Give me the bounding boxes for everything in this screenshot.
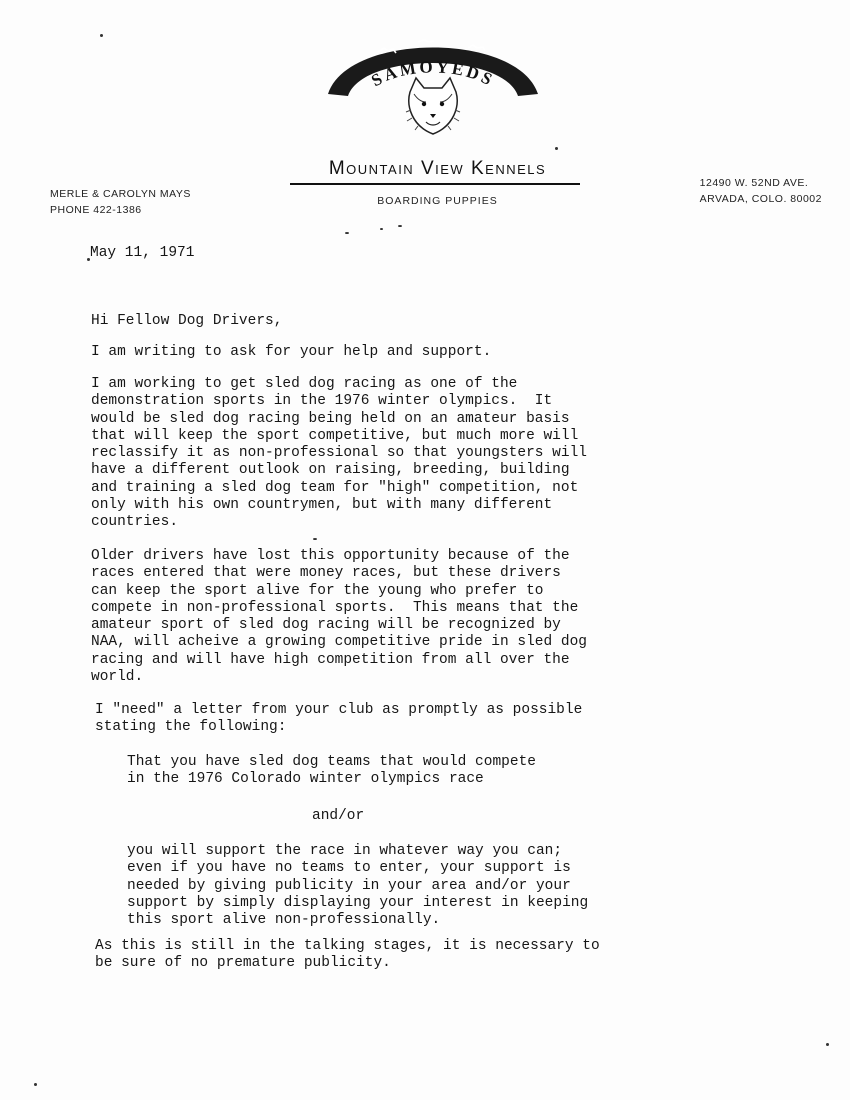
svg-text:SAMOYEDS bbox=[368, 57, 498, 90]
request-item-teams: That you have sled dog teams that would compete in the 1976 Colorado winter olympics race bbox=[127, 754, 536, 788]
logo-text bbox=[318, 22, 548, 152]
paragraph-intro: I am writing to ask for your help and support. bbox=[91, 344, 492, 360]
paragraph-proposal: I am working to get sled dog racing as one of the demonstration sports in the 1976 winter olympics. It would be sled dog racing being held on an amateur basis that will keep the sport competitive, but much more will reclassify it as non-professional so that youngsters will have a different outlook on raising, breeding, building and training a sled dog team for "high" competition, not only with his own countrymen, but with many different countries. bbox=[91, 376, 587, 531]
scan-speck bbox=[380, 228, 383, 230]
scan-speck bbox=[555, 147, 558, 150]
letter-greeting: Hi Fellow Dog Drivers, bbox=[91, 313, 283, 329]
address-street: 12490 W. 52ND AVE. bbox=[699, 177, 809, 189]
scan-speck bbox=[398, 225, 402, 227]
address-block bbox=[700, 175, 822, 207]
scan-speck bbox=[313, 538, 317, 540]
owners-block bbox=[50, 186, 191, 218]
scan-speck bbox=[345, 232, 349, 234]
kennel-name: Mountain View Kennels bbox=[328, 158, 547, 179]
letter-date: May 11, 1971 bbox=[90, 245, 195, 261]
kennel-underline bbox=[290, 183, 580, 185]
scan-speck bbox=[34, 1083, 37, 1086]
request-connector: and/or bbox=[312, 808, 365, 824]
paragraph-request: I "need" a letter from your club as promptly as possible stating the following: bbox=[95, 702, 583, 736]
address-city: ARVADA, COLO. 80002 bbox=[699, 193, 822, 205]
scan-speck bbox=[100, 34, 103, 37]
request-item-support: you will support the race in whatever way you can; even if you have no teams to enter, your support is needed by giving publicity in your area and/or your support by simply displaying your interest in keeping this sport alive non-professionally. bbox=[127, 843, 589, 929]
scan-speck bbox=[87, 258, 90, 261]
kennel-services: BOARDING PUPPIES bbox=[377, 195, 498, 207]
owners-phone: PHONE 422-1386 bbox=[50, 204, 142, 216]
scan-speck bbox=[826, 1043, 829, 1046]
paragraph-closing: As this is still in the talking stages, it is necessary to be sure of no premature publicity. bbox=[95, 938, 600, 972]
logo-wordmark: SAMOYEDS bbox=[368, 57, 498, 91]
owners-name: MERLE & CAROLYN MAYS bbox=[50, 188, 191, 200]
paragraph-older-drivers: Older drivers have lost this opportunity because of the races entered that were money races, but these drivers can keep the sport alive for the young who prefer to compete in non-professional sports. This means that the amateur sport of sled dog racing will be recognized by NAA, will acheive a growing competitive pride in sled dog racing and will have high competition from all over the world. bbox=[91, 548, 587, 686]
